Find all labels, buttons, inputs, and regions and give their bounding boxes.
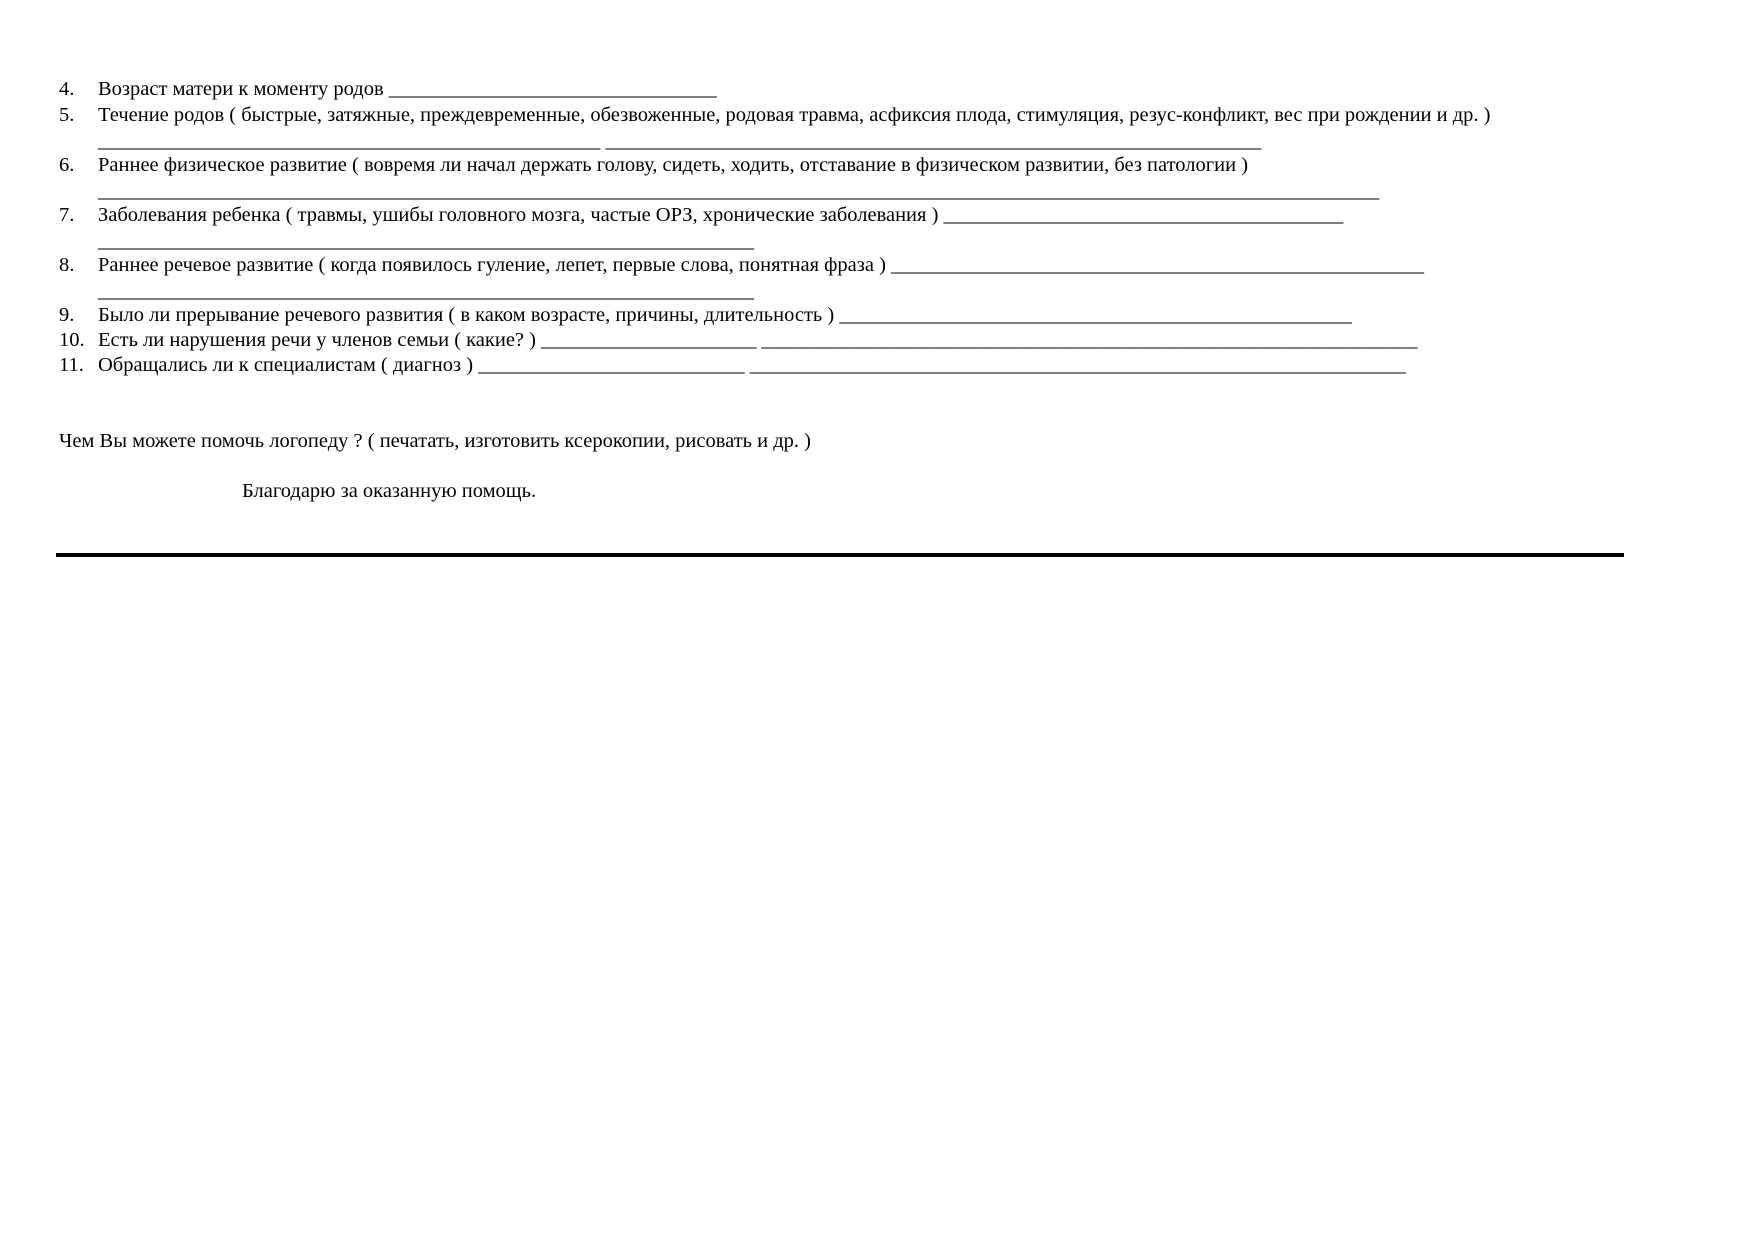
question-number: 6. bbox=[59, 154, 75, 176]
question-number: 5. bbox=[59, 104, 75, 126]
answer-line: _________________________________________________ ________________________________________________________________ bbox=[98, 130, 1262, 152]
question-number: 8. bbox=[59, 254, 75, 276]
question-text: Возраст матери к моменту родов ________________________________ bbox=[98, 78, 717, 100]
question-number: 10. bbox=[59, 329, 85, 351]
question-number: 9. bbox=[59, 304, 75, 326]
question-text: Раннее речевое развитие ( когда появилось гуление, лепет, первые слова, понятная фраза ) ____________________________________________________ bbox=[98, 254, 1425, 276]
help-question: Чем Вы можете помочь логопеду ? ( печатать, изготовить ксерокопии, рисовать и др. ) bbox=[59, 430, 811, 452]
answer-line: _____________________________________________________________________________________________________________________________ bbox=[98, 180, 1380, 202]
page-divider bbox=[56, 553, 1624, 557]
question-number: 11. bbox=[59, 354, 84, 376]
answer-line: ________________________________________________________________ bbox=[98, 280, 754, 302]
question-number: 7. bbox=[59, 204, 75, 226]
question-text: Было ли прерывание речевого развития ( в каком возрасте, причины, длительность ) __________________________________________________ bbox=[98, 304, 1352, 326]
question-text: Заболевания ребенка ( травмы, ушибы головного мозга, частые ОРЗ, хронические заболевания ) _______________________________________ bbox=[98, 204, 1344, 226]
question-text: Раннее физическое развитие ( вовремя ли начал держать голову, сидеть, ходить, отставание в физическом развитии, без патологии ) bbox=[98, 154, 1249, 176]
question-text: Есть ли нарушения речи у членов семьи ( какие? ) _____________________ ________________________________________________________________ bbox=[98, 329, 1418, 351]
question-text: Обращались ли к специалистам ( диагноз ) __________________________ ________________________________________________________________ bbox=[98, 354, 1406, 376]
question-text: Течение родов ( быстрые, затяжные, преждевременные, обезвоженные, родовая травма, асфиксия плода, стимуляция, резус-конфликт, вес при рождении и др. ) bbox=[98, 104, 1491, 126]
thanks-note: Благодарю за оказанную помощь. bbox=[242, 480, 537, 502]
answer-line: ________________________________________________________________ bbox=[98, 230, 754, 252]
question-number: 4. bbox=[59, 78, 75, 100]
